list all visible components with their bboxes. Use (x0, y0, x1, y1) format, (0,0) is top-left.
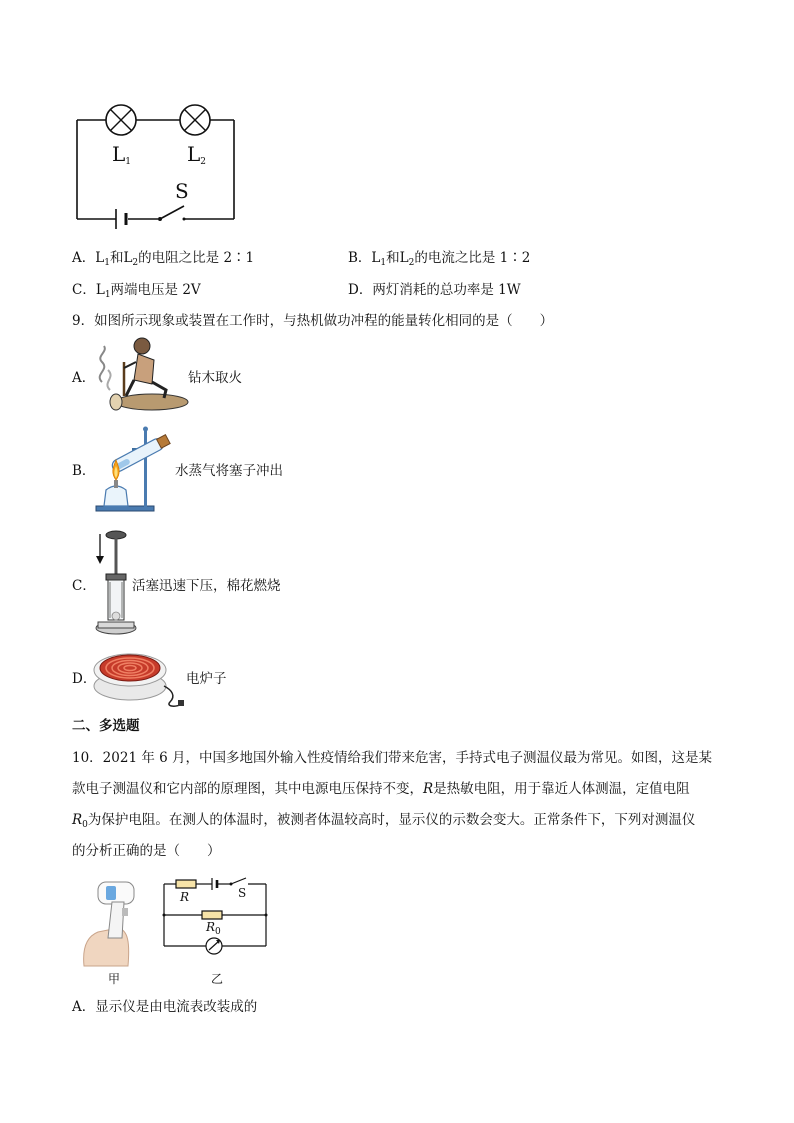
lamp-l2-label: $L_2$ (187, 142, 207, 167)
thermometer-gun-icon (78, 876, 150, 966)
lamp-l1-icon (106, 105, 136, 135)
q9-option-a-letter[interactable]: A． (72, 370, 96, 386)
q8-circuit-diagram (70, 100, 250, 230)
q9-option-b-caption: 水蒸气将塞子冲出 (175, 463, 283, 479)
circuit-s-label: S (238, 886, 247, 900)
q9-option-a-caption: 钻木取火 (188, 370, 242, 386)
q10-line-4: 的分析正确的是（ ） (72, 843, 221, 859)
q10-option-a[interactable]: A．显示仪是由电流表改装成的 (72, 999, 258, 1015)
q9-option-c-letter[interactable]: C． (72, 578, 96, 594)
circuit-r-label: R (180, 890, 190, 904)
figure-yi-label: 乙 (211, 972, 224, 986)
q9-option-b-letter[interactable]: B． (72, 463, 96, 479)
battery-icon (116, 209, 126, 229)
drilling-fire-icon (94, 334, 190, 418)
q10-line-1: 10．2021 年 6 月，中国多地国外输入性疫情给我们带来危害，手持式电子测温仪最为常见。如图，这是某 (72, 750, 712, 766)
q10-line-2: 款电子测温仪和它内部的原理图，其中电源电压保持不变，R是热敏电阻，用于靠近人体测温，定值电阻 (72, 781, 690, 797)
q9-option-c-caption: 活塞迅速下压，棉花燃烧 (132, 578, 281, 594)
electric-stove-icon (92, 646, 188, 710)
q10-line-3: $R_0$为保护电阻。在测人的体温时，被测者体温较高时，显示仪的示数会变大。正常条件下，下列对测温仪 (72, 812, 696, 830)
lamp-l2-icon (180, 105, 210, 135)
q8-option-a[interactable]: A．$L_1$和$L_2$的电阻之比是 2∶1 (72, 250, 255, 268)
switch-s-label: S (175, 179, 189, 203)
q10-circuit-diagram (160, 876, 272, 952)
q9-option-d-caption: 电炉子 (186, 671, 227, 687)
switch-s-icon (158, 206, 186, 221)
q8-option-c[interactable]: C．$L_1$两端电压是 2V (72, 282, 201, 300)
q9-stem: 9．如图所示现象或装置在工作时，与热机做功冲程的能量转化相同的是（ ） (72, 313, 554, 329)
q8-option-b[interactable]: B．$L_1$和$L_2$的电流之比是 1∶2 (348, 250, 531, 268)
steam-cork-apparatus-icon (92, 426, 180, 514)
piston-compression-icon (92, 530, 136, 638)
section-title-multiple-choice: 二、多选题 (72, 718, 140, 734)
q9-option-d-letter[interactable]: D． (72, 671, 97, 687)
circuit-r0-label: $R_0$ (206, 920, 221, 937)
lamp-l1-label: $L_1$ (112, 142, 132, 167)
figure-jia-label: 甲 (108, 972, 121, 986)
q8-option-d[interactable]: D．两灯消耗的总功率是 1W (348, 282, 521, 298)
